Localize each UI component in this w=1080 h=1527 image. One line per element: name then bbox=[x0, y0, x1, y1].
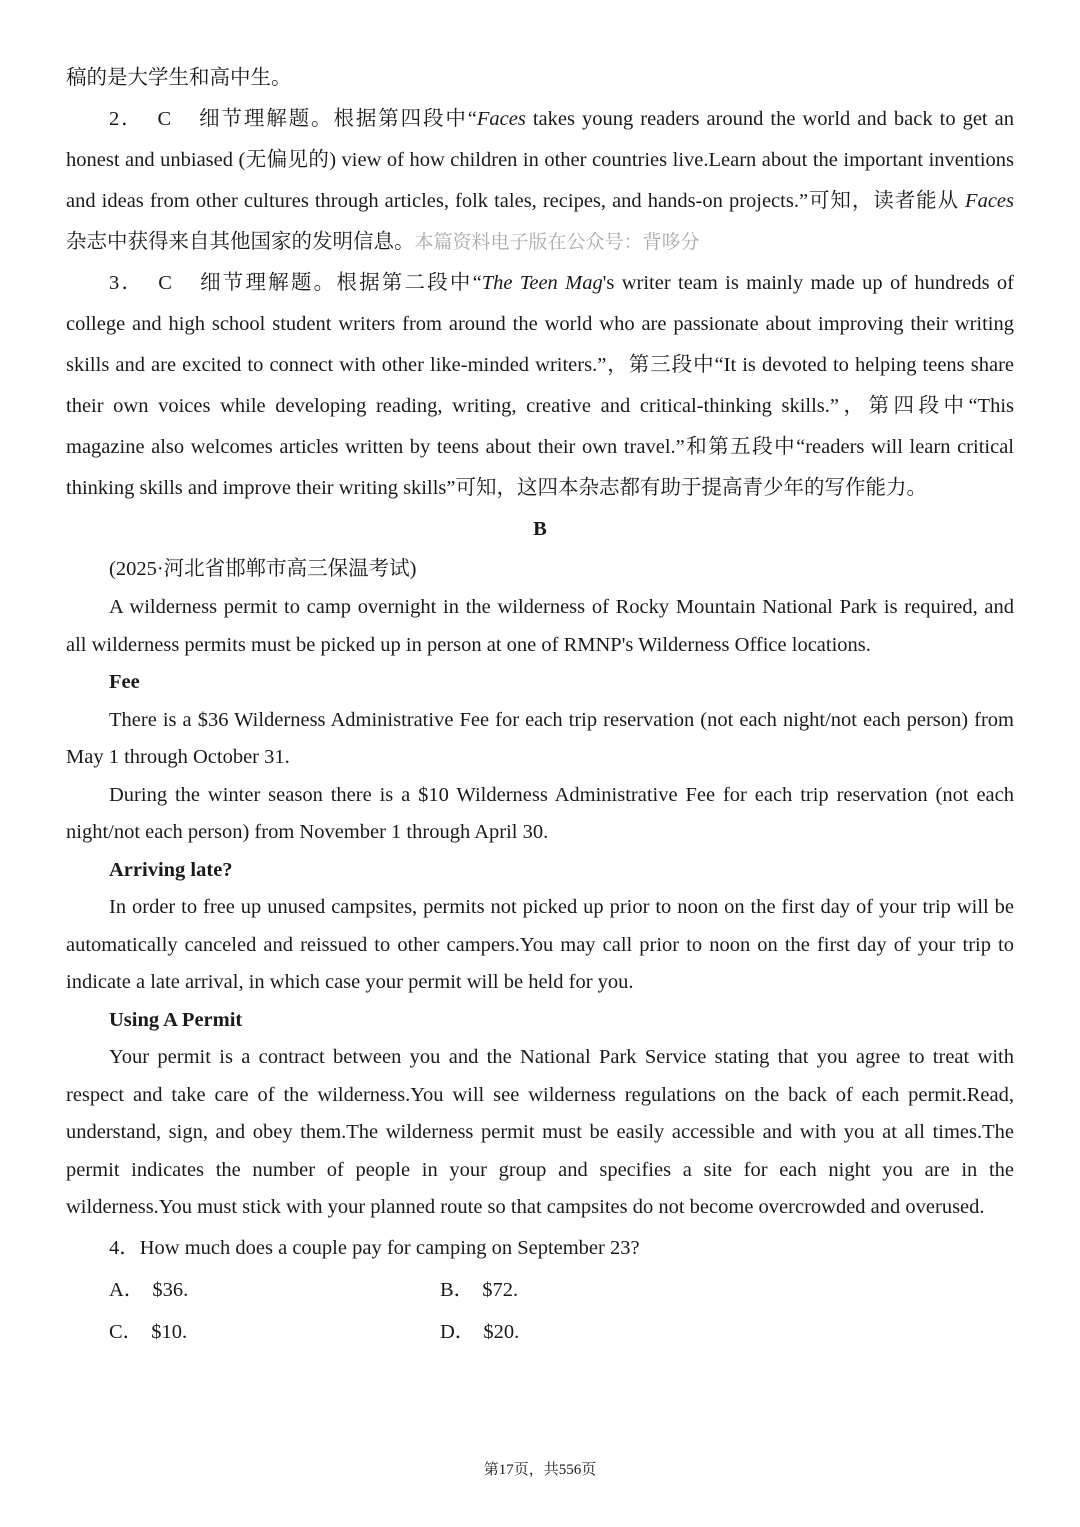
document-page bbox=[66, 58, 1014, 1353]
answer-2-letter: C bbox=[157, 108, 172, 130]
fee-heading: Fee bbox=[109, 671, 140, 693]
answer-3 bbox=[66, 263, 1014, 509]
option-a bbox=[109, 1269, 440, 1311]
section-b-source: (2025·河北省邯郸市高三保温考试) bbox=[109, 558, 417, 580]
answer-3-text-1: 细节理解题。根据第二段中“ bbox=[197, 272, 482, 294]
section-b-title: B bbox=[533, 518, 547, 540]
fee-paragraph-1: There is a $36 Wilderness Administrative Fee for each trip reservation (not each night/not each person) from May 1 through October 31. bbox=[66, 708, 1014, 768]
answer-3-letter: C bbox=[158, 272, 172, 294]
answer-2-text-1: 细节理解题。根据第四段中“ bbox=[197, 108, 477, 130]
option-b-key: B． bbox=[440, 1278, 475, 1301]
watermark-text: 本篇资料电子版在公众号：背哆分 bbox=[414, 231, 700, 253]
answer-continuation: 稿的是大学生和高中生。 bbox=[66, 67, 292, 89]
answer-2-text-2: takes young readers around the world and back to get an honest and unbiased (无偏见的) view of how children in other countries live.Learn about the important inventions and ideas from other cultures through articles, folk tales, recipes, and hands-on projects.”可知，读者能从 bbox=[66, 108, 1014, 212]
fee-paragraph-2: During the winter season there is a $10 Wilderness Administrative Fee for each trip reservation (not each night/not each person) from November 1 through April 30. bbox=[66, 783, 1014, 843]
answer-3-number: 3． bbox=[109, 272, 145, 294]
answer-2-italic-2: Faces bbox=[965, 190, 1014, 212]
page-footer: 第17页，共556页 bbox=[483, 1462, 597, 1478]
answer-2-number: 2． bbox=[109, 108, 144, 130]
option-d-value: $20. bbox=[483, 1320, 520, 1343]
option-c-value: $10. bbox=[151, 1320, 188, 1343]
option-c-key: C． bbox=[109, 1320, 144, 1343]
option-a-value: $36. bbox=[152, 1278, 189, 1301]
answer-2 bbox=[66, 99, 1014, 263]
question-4: 4．How much does a couple pay for camping on September 23? bbox=[109, 1236, 640, 1259]
option-b bbox=[440, 1269, 771, 1311]
permit-heading: Using A Permit bbox=[109, 1008, 243, 1031]
question-4-options bbox=[109, 1269, 1014, 1353]
option-c bbox=[109, 1311, 440, 1353]
option-d bbox=[440, 1311, 771, 1353]
answer-3-text-2: 's writer team is mainly made up of hundreds of college and high school student writers from around the world who are passionate about improving their writing skills and are excited to connect with other like-minded writers.”，第三段中“It is devoted to helping teens share their own voices while developing reading, writing, creative and critical-thinking skills.”，第四段中“This magazine also welcomes articles written by teens about their own travel.”和第五段中“readers will learn critical thinking skills and improve their writing skills”可知，这四本杂志都有助于提高青少年的写作能力。 bbox=[66, 272, 1014, 499]
late-paragraph: In order to free up unused campsites, permits not picked up prior to noon on the first day of your trip will be automatically canceled and reissued to other campers.You may call prior to noon on the first day of your trip to indicate a late arrival, in which case your permit will be held for you. bbox=[66, 896, 1014, 993]
intro-paragraph: A wilderness permit to camp overnight in the wilderness of Rocky Mountain National Park is required, and all wilderness permits must be picked up in person at one of RMNP's Wilderness Office locations. bbox=[66, 596, 1014, 656]
answer-2-text-3: 杂志中获得来自其他国家的发明信息。 bbox=[66, 231, 415, 253]
late-heading: Arriving late? bbox=[109, 858, 233, 881]
answer-2-italic-1: Faces bbox=[476, 108, 526, 130]
option-d-key: D． bbox=[440, 1320, 476, 1343]
option-b-value: $72. bbox=[482, 1278, 519, 1301]
answer-3-italic-1: The Teen Mag bbox=[481, 272, 603, 294]
option-a-key: A． bbox=[109, 1278, 145, 1301]
permit-paragraph: Your permit is a contract between you and the National Park Service stating that you agree to treat with respect and take care of the wilderness.You will see wilderness regulations on the back of each permit.Read, understand, sign, and obey them.The wilderness permit must be easily accessible and with you at all times.The permit indicates the number of people in your group and specifies a site for each night you are in the wilderness.You must stick with your planned route so that campsites do not become overcrowded and overused. bbox=[66, 1046, 1014, 1218]
